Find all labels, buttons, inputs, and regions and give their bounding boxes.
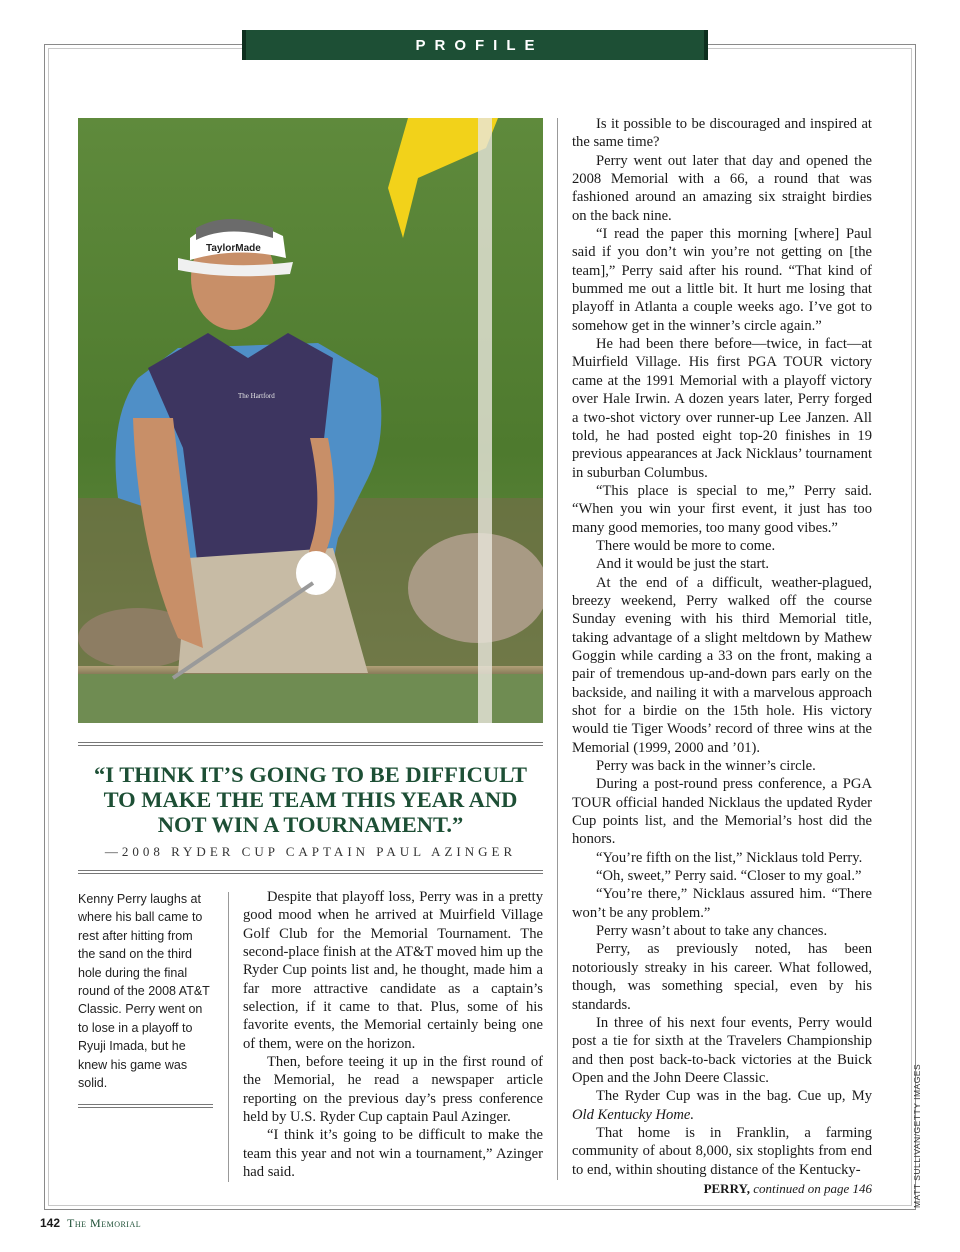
body-paragraph bbox=[572, 1087, 872, 1124]
body-text: The Ryder Cup was in the bag. Cue up, My bbox=[596, 1088, 872, 1105]
quote-rule-top bbox=[78, 742, 543, 746]
pull-quote-line: TO MAKE THE TEAM THIS YEAR AND bbox=[103, 787, 518, 812]
body-paragraph: And it would be just the start. bbox=[596, 556, 770, 573]
body-paragraph: Perry was back in the winner’s circle. bbox=[596, 758, 816, 775]
body-paragraph: “You’re there,” Nicklaus assured him. “There won’t be any problem.” bbox=[572, 886, 872, 921]
page-footer bbox=[40, 1216, 141, 1231]
golfer-photo bbox=[78, 118, 543, 723]
section-title: PROFILE bbox=[415, 36, 544, 54]
vest-logo-text: The Hartford bbox=[238, 392, 275, 400]
body-paragraph: Perry wasn’t about to take any chances. bbox=[596, 923, 828, 940]
body-paragraph: During a post-round press conference, a PGA TOUR official handed Nicklaus the updated Ryder Cup points list, and the Memorial’s host did the honors. bbox=[572, 776, 872, 848]
body-paragraph: There would be more to come. bbox=[596, 537, 776, 554]
body-paragraph: Perry, as previously noted, has been notoriously streaky in his career. What followed, though, was something special, even by his standards. bbox=[572, 941, 872, 1013]
body-paragraph: That home is in Franklin, a farming community of about 8,000, six stoplights from end to end, within shouting distance of the Kentucky- bbox=[572, 1124, 872, 1178]
body-paragraph: Perry went out later that day and opened the 2008 Memorial with a 66, a round that was fashioned around an amazing six straight birdies on the back nine. bbox=[572, 152, 872, 224]
continued-notice bbox=[572, 1180, 872, 1198]
pull-quote-attribution: —2008 RYDER CUP CAPTAIN PAUL AZINGER bbox=[104, 844, 517, 859]
body-paragraph: Despite that playoff loss, Perry was in a pretty good mood when he arrived at Muirfield Village Golf Club for the Memorial Tournament. The second-place finish at the AT&T moved him up the Ryder Cup points list and, he thought, made him a far more attractive candidate as a captain’s selection, if it came to that. Plus, some of his favorite events, the Memorial certainly being one of them, were on the horizon. bbox=[243, 889, 543, 1052]
body-paragraph: Then, before teeing it up in the first round of the Memorial, he read a newspaper article reporting on the previous day’s press conference held by U.S. Ryder Cup captain Paul Azinger. bbox=[243, 1054, 543, 1126]
body-paragraph: “This place is special to me,” Perry said. “When you win your first event, it just has too many good memories, too many good vibes.” bbox=[572, 482, 872, 536]
body-paragraph: “I read the paper this morning [where] Paul said if you don’t win you’re not getting on [the team],” Perry said after his round. “That kind of bummed me out a little bit. It hurt me losing that playoff in Atlanta a couple weeks ago. I’ve got to somehow get in the winner’s circle again.” bbox=[572, 226, 872, 334]
song-title: Old Kentucky Home. bbox=[572, 1106, 694, 1123]
body-column-right bbox=[572, 115, 872, 1198]
photo-caption: Kenny Perry laughs at where his ball came to rest after hitting from the sand on the third hole during the final round of the 2008 AT&T Classic. Perry went on to lose in a playoff to Ryuji Imada, but he knew his game was solid. bbox=[78, 892, 210, 1091]
column-divider bbox=[557, 118, 558, 1180]
pull-quote bbox=[78, 762, 543, 860]
body-paragraph: “I think it’s going to be difficult to make the team this year and not win a tournament,” Azinger had said. bbox=[243, 1127, 543, 1181]
continued-name: PERRY, bbox=[703, 1180, 750, 1196]
publication-name: The Memorial bbox=[67, 1216, 142, 1230]
body-column-middle bbox=[243, 888, 543, 1182]
body-paragraph: He had been there before—twice, in fact—at Muirfield Village. His first PGA TOUR victory came at the 1991 Memorial with a playoff victory over Hale Irwin. A dozen years later, Perry forged a two-shot victory over runner-up Lee Janzen. All told, he had posted eight top-20 finishes in 19 previous appearances at Jack Nicklaus’ tournament in suburban Columbus. bbox=[572, 336, 872, 481]
body-paragraph: “Oh, sweet,” Perry said. “Closer to my goal.” bbox=[596, 868, 862, 885]
pull-quote-line: “I THINK IT’S GOING TO BE DIFFICULT bbox=[93, 762, 528, 787]
continued-text: continued on page 146 bbox=[753, 1180, 872, 1196]
section-banner bbox=[242, 30, 708, 60]
column-divider bbox=[228, 892, 229, 1182]
body-paragraph: “You’re fifth on the list,” Nicklaus told Perry. bbox=[596, 849, 863, 866]
cap-logo-text: TaylorMade bbox=[206, 243, 261, 254]
caption-rule bbox=[78, 1104, 213, 1108]
photo-credit: MATT SULLIVAN/GETTY IMAGES bbox=[912, 1063, 922, 1208]
quote-rule-bottom bbox=[78, 870, 543, 874]
body-paragraph: In three of his next four events, Perry would post a tie for sixth at the Travelers Championship and then post back-to-back victories at the Buick Open and the John Deere Classic. bbox=[572, 1014, 872, 1086]
golfer-illustration bbox=[78, 118, 543, 723]
body-paragraph: Is it possible to be discouraged and inspired at the same time? bbox=[572, 116, 872, 151]
body-paragraph: At the end of a difficult, weather-plagued, breezy weekend, Perry walked off the course Sunday evening with his third Memorial title, taking advantage of a slight meltdown by Mathew Goggin while carding a 33 on the front, making a pair of tremendous up-and-down pars early on the backside, and nailing it with a marvelous approach shot for a birdie on the 15th hole. His victory would tie Tiger Woods’ record of three wins at the Memorial (1999, 2000 and ’01). bbox=[572, 574, 872, 756]
pull-quote-line: NOT WIN A TOURNAMENT.” bbox=[157, 812, 464, 837]
page-number: 142 bbox=[40, 1216, 61, 1230]
